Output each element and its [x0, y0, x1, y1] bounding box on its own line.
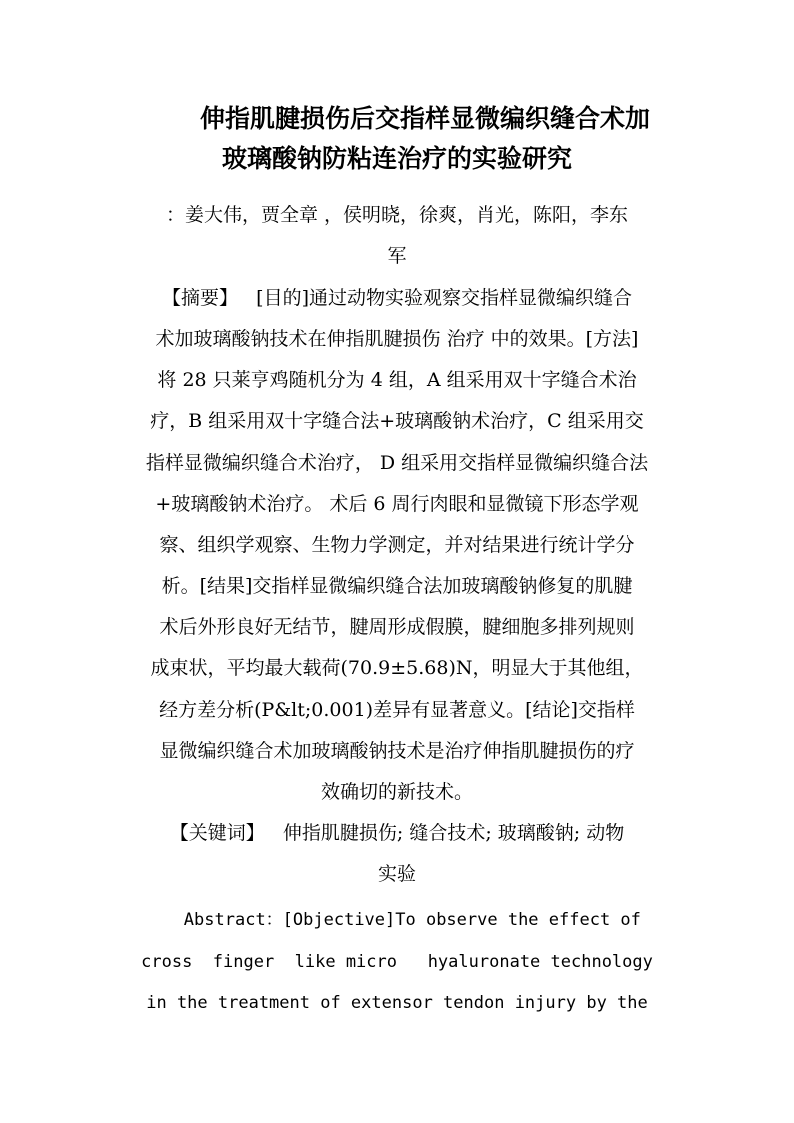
abstract-line: 察、组织学观察、生物力学测定，并对结果进行统计学分 [159, 534, 635, 556]
abstract-first-line [0, 278, 794, 319]
abstract-en-line: cross finger like micro hyaluronate technology [141, 952, 653, 972]
abstract-line: 将 28 只莱亨鸡随机分为 4 组，A 组采用双十字缝合术治 [157, 369, 637, 391]
abstract-line: 经方差分析(P&lt;0.001)差异有显著意义。[结论]交指样 [159, 699, 635, 721]
abstract-line: 疗，B 组采用双十字缝合法+玻璃酸钠术治疗，C 组采用交 [150, 410, 644, 432]
abstract-label: 【摘要】 [162, 287, 239, 309]
abstract-line: 术加玻璃酸钠技术在伸指肌腱损伤 治疗 中的效果。[方法] [155, 328, 639, 350]
abstract-line: 术后外形良好无结节，腱周形成假膜，腱细胞多排列规则 [159, 616, 635, 638]
keywords-first-line [0, 813, 794, 854]
abstract-line: 显微编织缝合术加玻璃酸钠技术是治疗伸指肌腱损伤的疗 [159, 740, 635, 762]
abstract-line: 析。[结果]交指样显微编织缝合法加玻璃酸钠修复的肌腱 [161, 575, 633, 597]
abstract-en-text: Abstract：[Objective]To observe the effect of [183, 910, 641, 930]
keywords-line: 实验 [377, 863, 416, 885]
abstract-line: 效确切的新技术。 [320, 781, 473, 803]
abstract-line: [目的]通过动物实验观察交指样显微编织缝合 [256, 287, 632, 309]
keywords-label: 【关键词】 [169, 822, 265, 844]
authors-line-2: 军 [387, 245, 407, 267]
abstract-en-line: in the treatment of extensor tendon injury by the [146, 993, 648, 1013]
authors-line-1: ：姜大伟，贾全章 ，侯明晓，徐爽，肖光，陈阳，李东 [165, 204, 629, 226]
title-line-1: 伸指肌腱损伤后交指样显微编织缝合术加 [199, 104, 650, 133]
abstract-en-line [0, 900, 794, 941]
abstract-line: 成束状，平均最大载荷(70.9±5.68)N，明显大于其他组， [150, 657, 644, 679]
abstract-line: +玻璃酸钠术治疗。 术后 6 周行肉眼和显微镜下形态学观 [155, 493, 639, 515]
title-line-2: 玻璃酸钠防粘连治疗的实验研究 [221, 144, 572, 173]
keywords-line: 伸指肌腱损伤; 缝合技术; 玻璃酸钠; 动物 [282, 822, 625, 844]
abstract-line: 指样显微编织缝合术治疗， D 组采用交指样显微编织缝合法 [145, 452, 649, 474]
